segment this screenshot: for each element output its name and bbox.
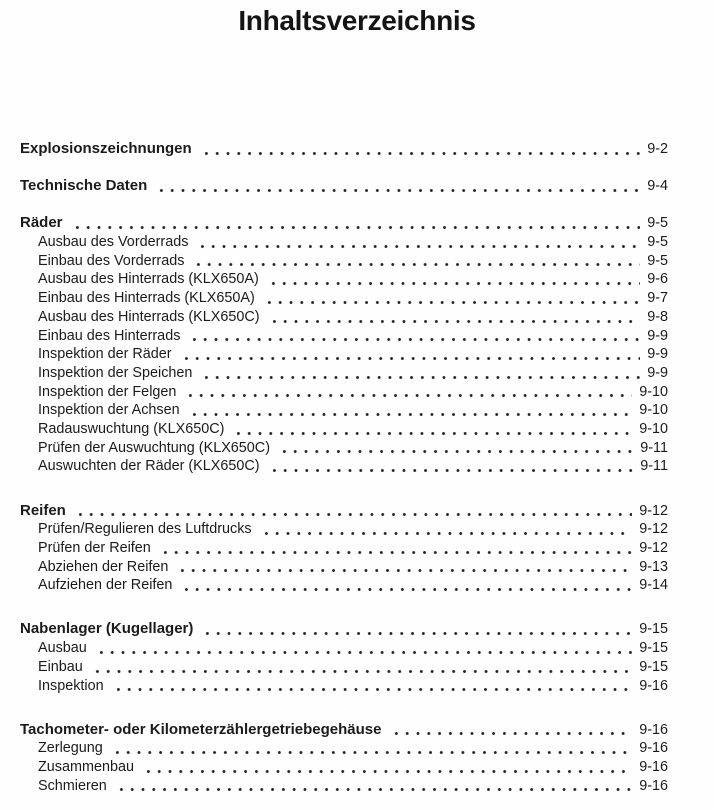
toc-row	[20, 520, 668, 539]
dot-leader	[179, 357, 641, 360]
toc-row	[20, 401, 668, 420]
dot-leader	[141, 770, 632, 773]
toc-heading-label: Reifen	[20, 501, 66, 519]
toc-entry-label: Zerlegung	[38, 740, 103, 757]
toc-entry-label: Einbau	[38, 658, 83, 675]
dot-leader	[154, 189, 640, 192]
toc-entry-label: Aufziehen der Reifen	[38, 577, 173, 594]
page-number: 9-13	[639, 558, 668, 575]
toc-section	[20, 177, 668, 196]
toc-row	[20, 658, 668, 677]
page-number: 9-16	[639, 759, 668, 776]
toc-section	[20, 140, 668, 159]
toc-entry-label: Inspektion der Speichen	[38, 364, 193, 381]
toc-row	[20, 439, 668, 458]
dot-leader	[114, 788, 632, 791]
toc-entry-label: Inspektion	[38, 677, 104, 694]
toc-heading-label: Technische Daten	[20, 177, 148, 195]
dot-leader	[200, 632, 632, 635]
toc-entry-label: Einbau des Hinterrads (KLX650A)	[38, 290, 255, 307]
toc-section	[20, 721, 668, 796]
page-number: 9-5	[647, 252, 668, 269]
toc-heading-label: Nabenlager (Kugellager)	[20, 620, 194, 638]
dot-leader	[70, 226, 641, 229]
dot-leader	[111, 688, 633, 691]
toc-entry-label: Schmieren	[38, 777, 107, 794]
toc-section	[20, 214, 668, 476]
dot-leader	[73, 513, 632, 516]
dot-leader	[90, 670, 632, 673]
toc-row	[20, 177, 668, 196]
toc-row	[20, 364, 668, 383]
page-number: 9-16	[639, 777, 668, 794]
dot-leader	[262, 301, 640, 304]
toc-row	[20, 739, 668, 758]
dot-leader	[195, 245, 640, 248]
toc-row	[20, 620, 668, 639]
toc-heading-label: Tachometer- oder Kilometerzählergetriebegehäuse	[20, 720, 382, 738]
toc-row	[20, 576, 668, 595]
page-number: 9-7	[647, 290, 668, 307]
toc-entry-label: Ausbau des Vorderrads	[38, 234, 189, 251]
toc-entry-label: Einbau des Vorderrads	[38, 252, 185, 269]
toc-row	[20, 214, 668, 233]
toc-entry-label: Ausbau	[38, 640, 87, 657]
page-number: 9-4	[647, 178, 668, 195]
toc-entry-label: Einbau des Hinterrads	[38, 327, 181, 344]
dot-leader	[259, 532, 633, 535]
page-number: 9-2	[647, 141, 668, 157]
page-number: 9-5	[647, 234, 668, 251]
page-number: 9-9	[647, 346, 668, 363]
page-number: 9-15	[639, 640, 668, 657]
toc-entry-label: Prüfen der Auswuchtung (KLX650C)	[38, 439, 270, 456]
toc-entry-label: Ausbau des Hinterrads (KLX650C)	[38, 308, 260, 325]
dot-leader	[199, 376, 640, 379]
toc-row	[20, 539, 668, 558]
toc-row	[20, 777, 668, 796]
dot-leader	[187, 338, 640, 341]
toc-row	[20, 327, 668, 346]
toc-entry-label: Inspektion der Räder	[38, 346, 172, 363]
page-number: 9-11	[640, 458, 668, 475]
toc-row	[20, 502, 668, 521]
page-number: 9-10	[639, 383, 668, 400]
toc-row	[20, 558, 668, 577]
page-number: 9-15	[639, 658, 668, 675]
dot-leader	[267, 469, 634, 472]
dot-leader	[187, 413, 633, 416]
dot-leader	[266, 282, 640, 285]
toc-row	[20, 457, 668, 476]
page-number: 9-10	[639, 420, 668, 437]
toc-section	[20, 502, 668, 595]
toc-entry-label: Abziehen der Reifen	[38, 558, 169, 575]
dot-leader	[191, 263, 640, 266]
page-number: 9-9	[647, 327, 668, 344]
dot-leader	[267, 320, 641, 323]
toc-row	[20, 677, 668, 696]
page-number: 9-16	[639, 721, 668, 738]
toc-row	[20, 270, 668, 289]
dot-leader	[199, 152, 641, 155]
dot-leader	[231, 432, 632, 435]
page-number: 9-12	[639, 502, 668, 519]
toc-row	[20, 639, 668, 658]
dot-leader	[389, 732, 633, 735]
toc-heading-label: Räder	[20, 214, 63, 232]
toc-row	[20, 140, 668, 159]
toc-row	[20, 383, 668, 402]
toc-entry-label: Auswuchten der Räder (KLX650C)	[38, 458, 260, 475]
dot-leader	[110, 751, 632, 754]
toc-entry-label: Zusammenbau	[38, 759, 134, 776]
table-of-contents	[20, 140, 668, 795]
page-number: 9-15	[639, 621, 668, 638]
dot-leader	[179, 588, 632, 591]
page-number: 9-11	[640, 439, 668, 456]
toc-row	[20, 233, 668, 252]
page-number: 9-16	[639, 740, 668, 757]
toc-entry-label: Radauswuchtung (KLX650C)	[38, 420, 225, 437]
page-number: 9-16	[639, 677, 668, 694]
page-number: 9-12	[639, 539, 668, 556]
toc-section	[20, 620, 668, 695]
toc-entry-label: Prüfen/Regulieren des Luftdrucks	[38, 521, 252, 538]
page-number: 9-8	[647, 308, 668, 325]
toc-heading-label: Explosionszeichnungen	[20, 140, 192, 157]
page-number: 9-9	[647, 364, 668, 381]
toc-entry-label: Ausbau des Hinterrads (KLX650A)	[38, 271, 259, 288]
toc-row	[20, 252, 668, 271]
toc-row	[20, 420, 668, 439]
toc-row	[20, 721, 668, 740]
page-number: 9-14	[639, 577, 668, 594]
page-number: 9-10	[639, 402, 668, 419]
toc-row	[20, 758, 668, 777]
page-number: 9-5	[647, 215, 668, 232]
toc-entry-label: Inspektion der Felgen	[38, 383, 177, 400]
dot-leader	[183, 394, 632, 397]
toc-entry-label: Inspektion der Achsen	[38, 402, 180, 419]
toc-entry-label: Prüfen der Reifen	[38, 539, 151, 556]
toc-row	[20, 345, 668, 364]
dot-leader	[277, 450, 633, 453]
page-number: 9-12	[639, 521, 668, 538]
page-number: 9-6	[647, 271, 668, 288]
toc-row	[20, 289, 668, 308]
dot-leader	[94, 651, 632, 654]
dot-leader	[175, 569, 632, 572]
toc-row	[20, 308, 668, 327]
dot-leader	[158, 551, 632, 554]
page-title: Inhaltsverzeichnis	[238, 5, 476, 36]
